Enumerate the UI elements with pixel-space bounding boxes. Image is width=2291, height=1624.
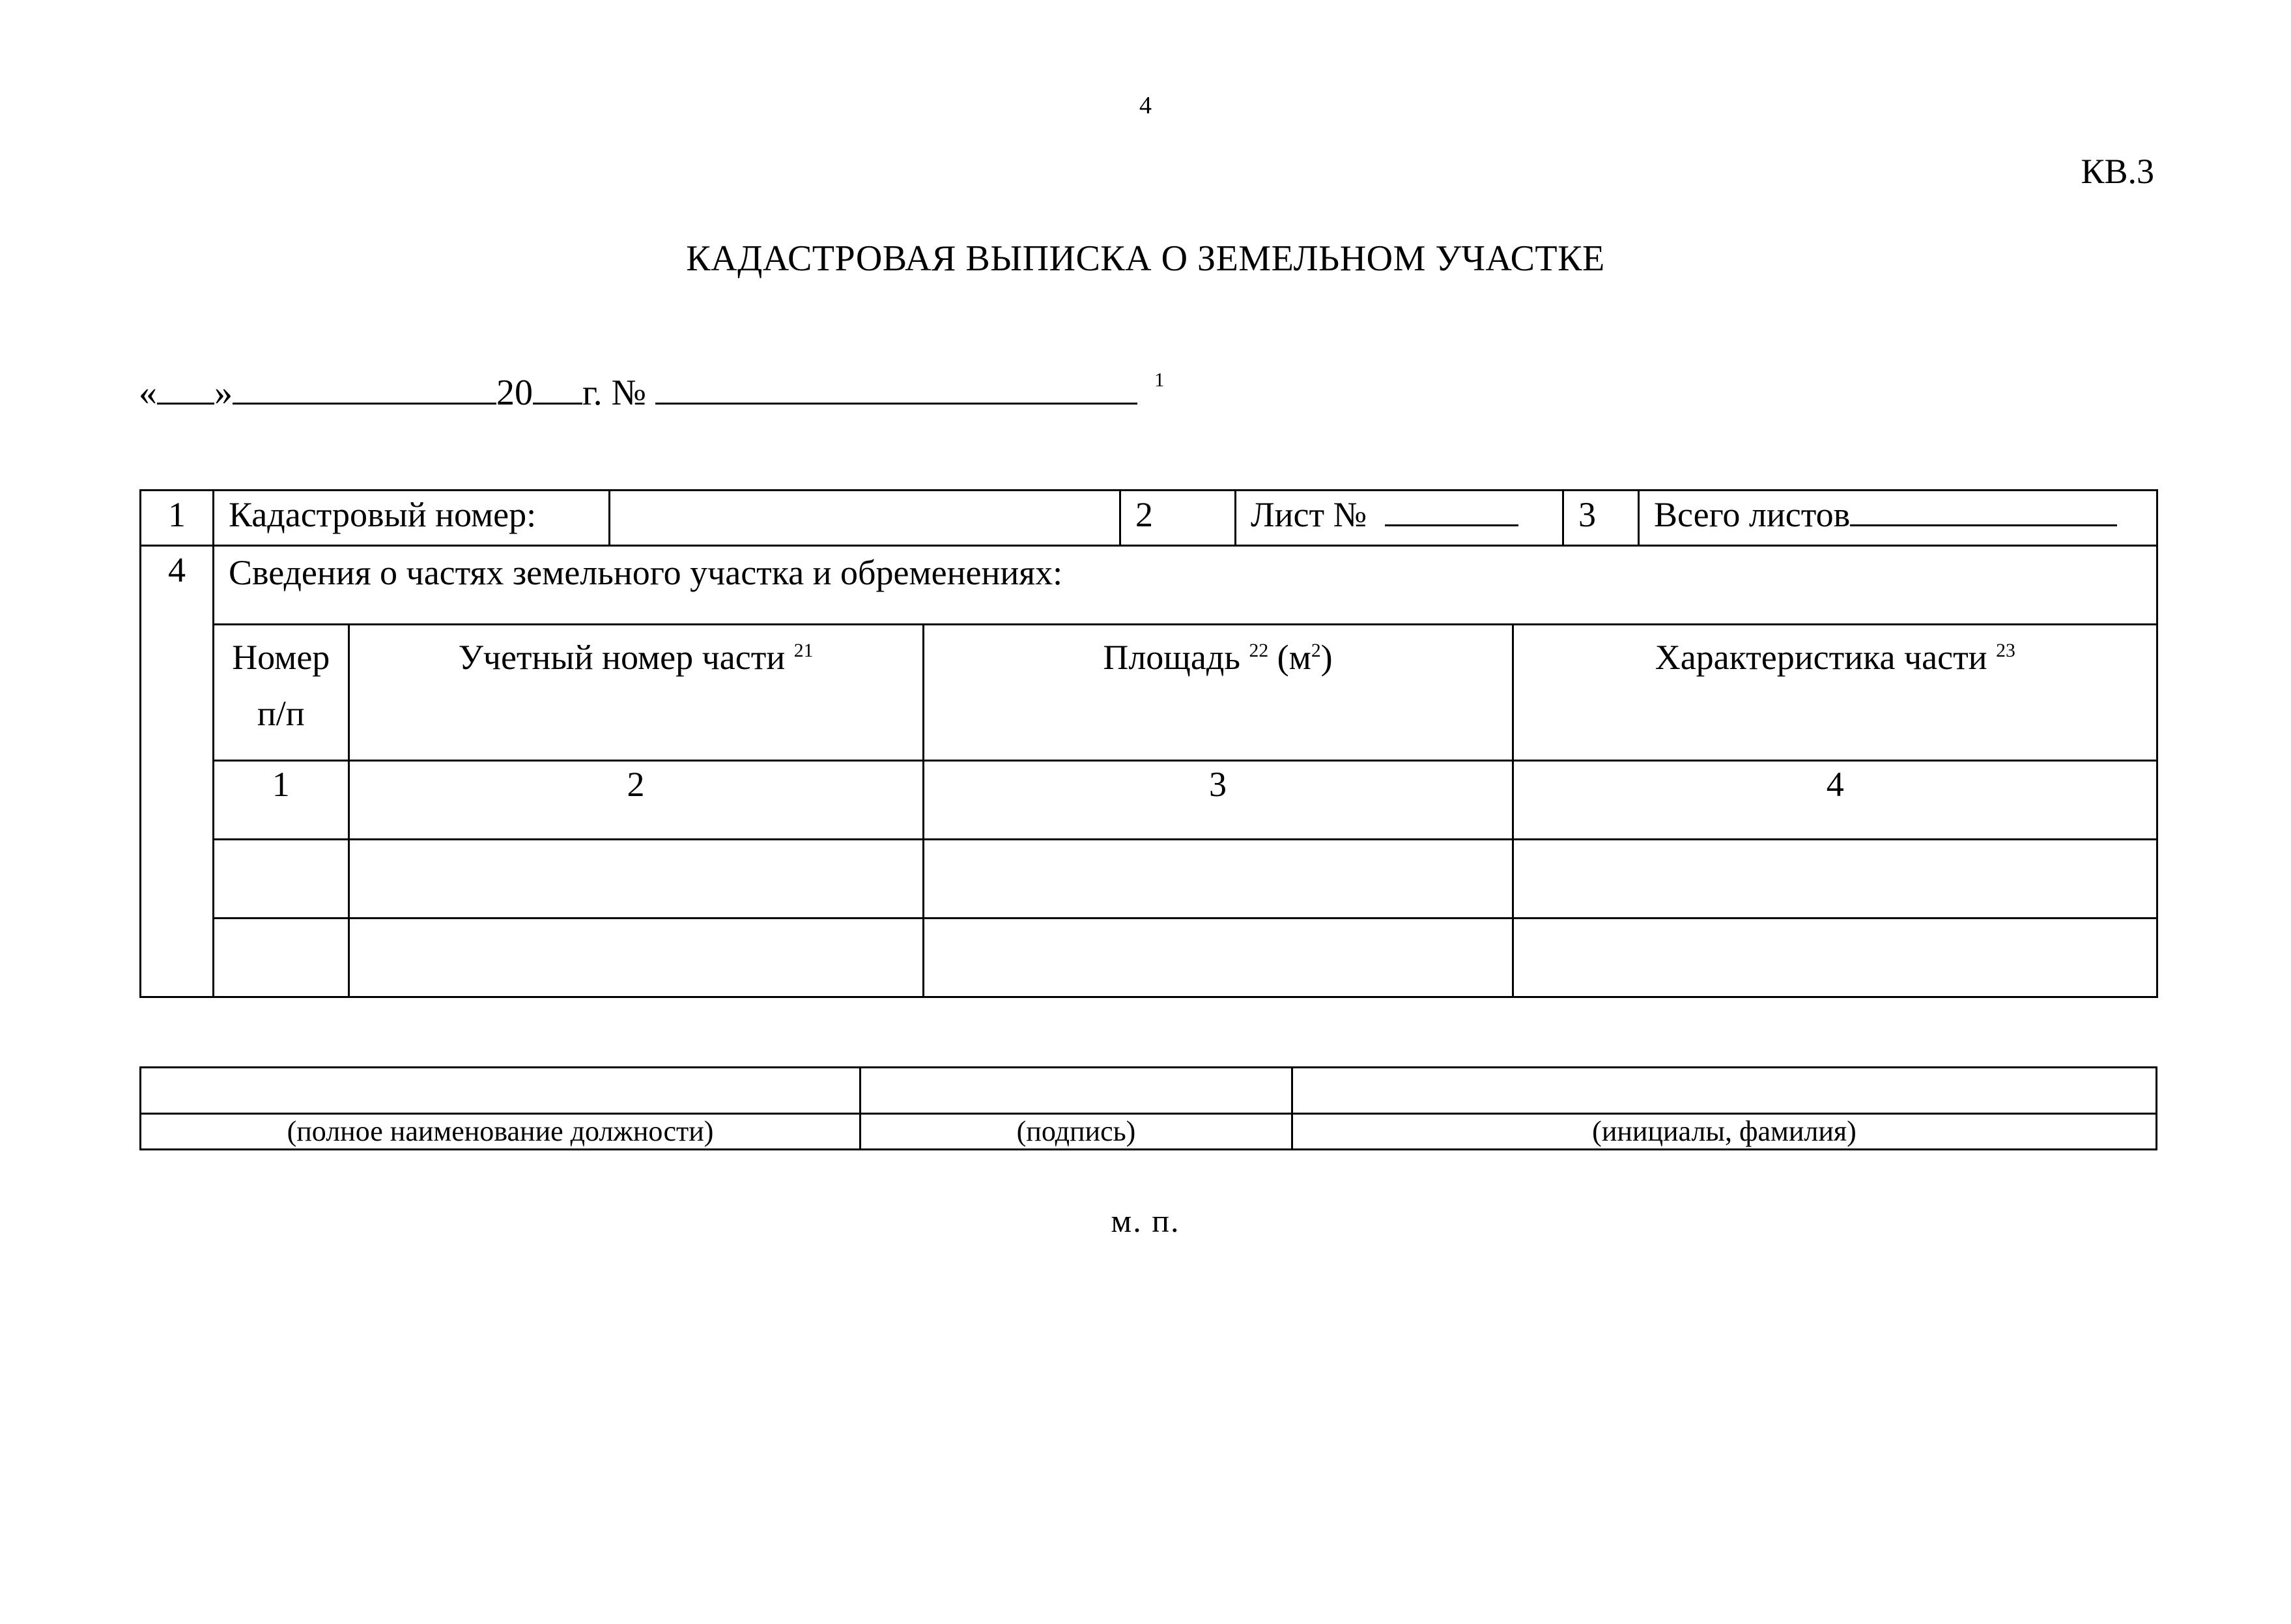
- year-blank[interactable]: [533, 370, 582, 405]
- quote-open: «: [139, 373, 157, 413]
- signature-field[interactable]: [861, 1068, 1292, 1114]
- col-header-area-text: Площадь: [1103, 638, 1240, 677]
- area-unit-open: (м: [1277, 638, 1311, 677]
- data-cell[interactable]: [349, 840, 923, 919]
- footnote-1: 1: [1154, 369, 1165, 392]
- day-blank[interactable]: [157, 370, 214, 405]
- footnote-23: 23: [1996, 640, 2015, 661]
- total-sheets-blank[interactable]: [1850, 496, 2117, 526]
- quote-close: »: [214, 373, 233, 413]
- column-number-3: 3: [923, 761, 1513, 840]
- parts-title: Сведения о частях земельного участка и обременениях:: [214, 547, 2157, 625]
- page-number: 4: [1139, 92, 1152, 119]
- parts-table: [214, 547, 2157, 996]
- area-unit-close: ): [1320, 638, 1333, 677]
- position-field[interactable]: [141, 1068, 861, 1114]
- col-header-characteristic: [1513, 625, 2157, 761]
- col-header-area: [923, 625, 1513, 761]
- column-number-4: 4: [1513, 761, 2157, 840]
- data-cell[interactable]: [1513, 840, 2157, 919]
- parts-header-row: [214, 625, 2157, 761]
- total-sheets-label: Всего листов: [1654, 495, 1851, 534]
- data-row-2: [214, 919, 2157, 997]
- data-row-1: [214, 840, 2157, 919]
- sheet-number-label: Лист №: [1251, 495, 1367, 534]
- data-cell[interactable]: [1513, 919, 2157, 997]
- row-number-4: 4: [141, 546, 214, 997]
- signature-caption: (подпись): [861, 1114, 1292, 1150]
- col-header-number-line1: Номер: [232, 638, 330, 677]
- parts-section-row: [141, 546, 2157, 997]
- parts-title-row: [214, 547, 2157, 625]
- col-header-characteristic-text: Характеристика части: [1655, 638, 1987, 677]
- row-number-1: 1: [141, 491, 214, 546]
- stamp-place: м. п.: [1111, 1203, 1180, 1239]
- data-cell[interactable]: [214, 919, 349, 997]
- total-sheets-cell: [1639, 491, 2157, 546]
- name-caption: (инициалы, фамилия): [1292, 1114, 2157, 1150]
- row-number-3: 3: [1563, 491, 1639, 546]
- area-unit-exponent: 2: [1311, 640, 1321, 661]
- header-row: [141, 491, 2157, 546]
- cadastral-number-label: Кадастровый номер:: [214, 491, 610, 546]
- column-number-1: 1: [214, 761, 349, 840]
- col-header-account-number-text: Учетный номер части: [458, 638, 786, 677]
- col-header-account-number: [349, 625, 923, 761]
- cadastral-number-field[interactable]: [610, 491, 1120, 546]
- name-field[interactable]: [1292, 1068, 2157, 1114]
- main-table: [139, 489, 2158, 998]
- document-title: КАДАСТРОВАЯ ВЫПИСКА О ЗЕМЕЛЬНОМ УЧАСТКЕ: [686, 238, 1605, 279]
- form-code: КВ.3: [2081, 152, 2154, 191]
- date-number-line: [139, 369, 1165, 414]
- number-label: г. №: [582, 373, 647, 413]
- month-blank[interactable]: [233, 370, 496, 405]
- year-prefix: 20: [496, 373, 533, 413]
- data-cell[interactable]: [214, 840, 349, 919]
- footnote-22: 22: [1249, 640, 1269, 661]
- data-cell[interactable]: [923, 919, 1513, 997]
- col-header-number-line2: п/п: [257, 694, 305, 733]
- row-number-2: 2: [1120, 491, 1236, 546]
- sheet-number-blank[interactable]: [1385, 496, 1518, 526]
- data-cell[interactable]: [923, 840, 1513, 919]
- position-caption: (полное наименование должности): [141, 1114, 861, 1150]
- data-cell[interactable]: [349, 919, 923, 997]
- signature-caption-row: [141, 1114, 2157, 1150]
- column-number-row: [214, 761, 2157, 840]
- footnote-21: 21: [793, 640, 814, 661]
- signature-table: [139, 1066, 2157, 1150]
- col-header-number: [214, 625, 349, 761]
- parts-section: [214, 546, 2157, 997]
- sheet-number-cell: [1236, 491, 1563, 546]
- signature-blank-row: [141, 1068, 2157, 1114]
- document-number-blank[interactable]: [655, 370, 1137, 405]
- column-number-2: 2: [349, 761, 923, 840]
